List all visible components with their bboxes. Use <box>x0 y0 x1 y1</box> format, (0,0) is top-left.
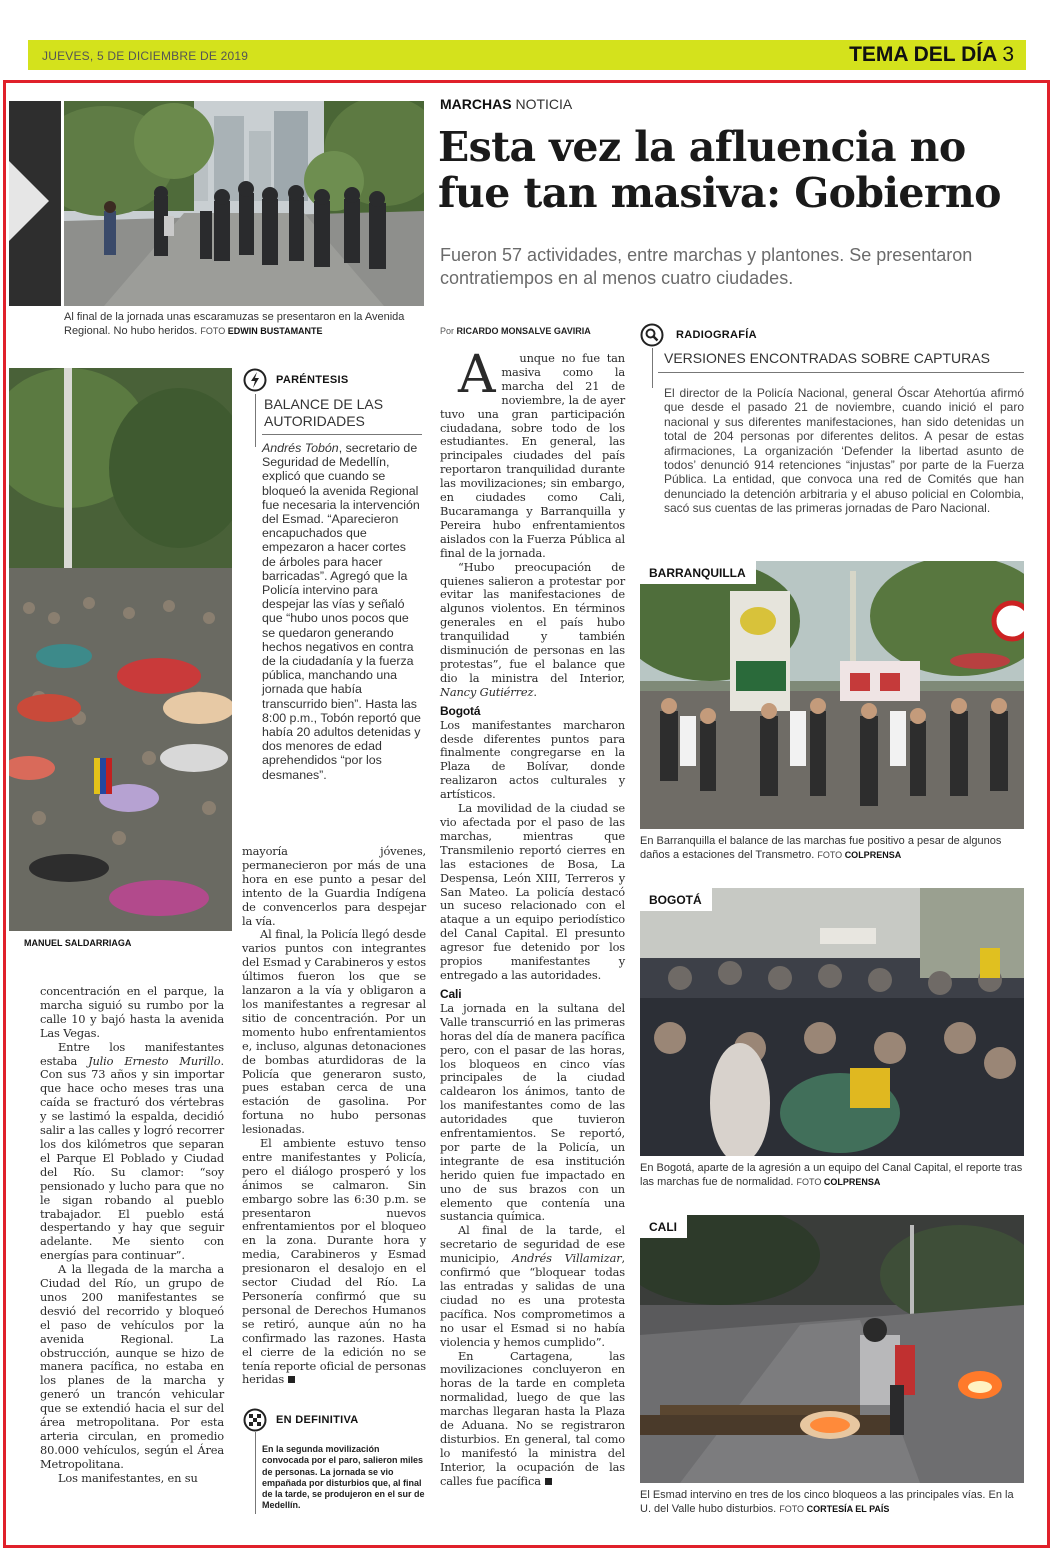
barranquilla-tag: BARRANQUILLA <box>640 561 756 584</box>
radiografia-text: El director de la Policía Nacional, general Óscar Atehortúa afirmó que desde el pasado 21 de noviembre, cuando inició el paro nacional y sus diferentes manifestaciones, han sido detenidas un total de 204 personas por diferentes delitos. A pesar de estas afirmaciones, La organización ‘Defender la libertad asunto de todos’ denunció 914 retenciones “injustas” por parte de la Fuerza Pública. La entidad, que convoca una red de Comités que han denunciado la detención arbitraria y el abuso policial en Colombia, sacó sus cuentas de las primeras jornadas de Paro Nacional. <box>664 386 1024 516</box>
crowd-umbrellas-photo <box>9 368 232 931</box>
body-paragraph: La movilidad de la ciudad se vio afectada por el paso de las marchas, mientras que Transmilenio reportó cierres en las estaciones de Bosa, La Despensa, León XIII, Terreros y San Mateo. La policía destacó un suceso relacionado con el ataque a un equipo periodístico del Canal Capital. El presunto agresor fue detenido por los propios manifestantes y entregado a las autoridades. <box>440 801 625 982</box>
definitiva-text: En la segunda movilización convocada por el paro, salieron miles de personas. La jornada se vio empañada por disturbios que, al final de la tarde, se produjeron en el sur de Medellín. <box>262 1444 425 1511</box>
article-column-1 <box>40 985 224 1486</box>
end-mark <box>288 1376 295 1383</box>
section-title <box>849 43 1014 67</box>
body-paragraph: El ambiente estuvo tenso entre manifestantes y Policía, pero el diálogo prosperó y los ánimos se calmaron. Sin embargo sobre las 6:30 p.m. se presentaron nuevos enfrentamientos por el bloqueo en la zona. Durante hora y media, Carabineros y Esmad presionaron el desalojo en el sector Ciudad del Río. La Personería confirmó que su personal de Derechos Humanos se retiró, aunque aún no ha confirmado las razones. Hasta el cierre de la edición no se tenía reporte oficial de personas heridas <box>242 1136 426 1387</box>
body-paragraph: Los manifestantes, en su <box>58 1470 198 1485</box>
cali-photo <box>640 1215 1024 1483</box>
parentesis-rule <box>255 394 256 447</box>
definitiva-rule <box>255 1432 256 1514</box>
radiografia-rule <box>652 348 653 388</box>
end-mark <box>545 1478 552 1485</box>
parentesis-title: PARÉNTESIS <box>276 374 349 386</box>
body-paragraph: La jornada en la sultana del Valle transcurrió en las primeras horas del día de manera pacífica pero, con el pasar de las horas, los bloqueos en cinco vías principales de la ciudad caldearon los ánimos, tanto de los manifestantes como de las autoridades que tuvieron enfrentamientos. Se reportó, por parte de la Policía, un integrante de esa institución herido quien fue impactado en uno de sus brazos con un elemento que contenía una sustancia química. <box>440 1000 625 1224</box>
drop-cap: A <box>458 345 496 405</box>
kicker-type: NOTICIA <box>515 96 573 112</box>
cali-caption-text: El Esmad intervino en tres de los cinco bloqueos a las principales vías. En la U. del Valle hubo disturbios. <box>640 1489 1014 1515</box>
top-photo-caption <box>64 310 424 338</box>
cali-caption <box>640 1488 1024 1516</box>
police-avenue-photo <box>64 101 424 306</box>
section-subhead: Bogotá <box>440 703 481 718</box>
body-paragraph: A unque no fue tan masiva como la marcha del 21 de noviembre, la de ayer tuvo una gran participación ciudadana, sobre todo de los estudiantes. En general, las principales ciudades del país reportaron tranquilidad durante las movilizaciones; sin embargo, en ciudades como Cali, Bucaramanga y Barranquilla y Pereira hubo enfrentamientos aislados con la Fuerza Pública al final de la jornada. <box>440 345 625 560</box>
body-paragraph: En Cartagena, las movilizaciones concluyeron en horas de la tarde en completa normalidad, luego de que las marchas llegaran hasta la Plaza de Aduana. No se registraron disturbios. En general, tal como lo manifestó la ministra del Interior, la ocupación de las calles fue pacífica <box>440 1348 625 1488</box>
bogota-tag: BOGOTÁ <box>640 888 712 911</box>
credit-label: FOTO <box>817 850 843 860</box>
credit-label: FOTO <box>779 1504 805 1514</box>
parentesis-lead-name: Andrés Tobón <box>262 441 339 455</box>
article-deck: Fueron 57 actividades, entre marchas y plantones. Se presentaron contratiempos en al menos cuatro ciudades. <box>440 245 973 288</box>
byline-prefix: Por <box>440 326 455 336</box>
checkered-icon <box>243 1408 267 1432</box>
parentesis-divider <box>262 434 422 435</box>
magnifier-icon <box>640 323 664 347</box>
credit-name: COLPRENSA <box>844 850 902 860</box>
header-bar <box>28 40 1026 70</box>
quoted-name: Nancy Gutiérrez <box>440 684 534 699</box>
credit-name: COLPRENSA <box>823 1177 881 1187</box>
radiografia-divider <box>658 372 1024 373</box>
parentesis-subtitle: BALANCE DE LAS AUTORIDADES <box>264 396 384 429</box>
section-subhead: Cali <box>440 986 462 1001</box>
top-photo-credit <box>200 326 322 336</box>
kicker-topic: MARCHAS <box>440 96 512 112</box>
partial-photo-left-edge <box>9 101 61 306</box>
body-paragraph: mayoría jóvenes, permanecieron por más de una hora en ese punto a pesar del intento de la Guardia Indígena de convencerlos para despejar la vía. <box>242 844 426 928</box>
radiografia-title: RADIOGRAFÍA <box>676 329 757 341</box>
section-label: TEMA DEL DÍA <box>849 43 997 66</box>
credit-label: FOTO <box>200 326 226 336</box>
lightning-icon <box>243 368 267 392</box>
body-paragraph: Los manifestantes marcharon desde diferentes puntos para finalmente congregarse en la Plaza de Bolívar, donde realizaron actos culturales y artísticos. <box>440 717 625 802</box>
cali-credit <box>779 1504 889 1514</box>
article-column-2 <box>242 845 426 1387</box>
article-headline: Esta vez la afluencia no fue tan masiva: Gobierno <box>438 123 1001 217</box>
credit-label: FOTO <box>796 1177 822 1187</box>
crowd-photo-credit: MANUEL SALDARRIAGA <box>24 938 132 948</box>
col2-content <box>242 845 426 1387</box>
definitiva-title: EN DEFINITIVA <box>276 1414 359 1426</box>
barranquilla-photo <box>640 561 1024 829</box>
quoted-name: Julio Ernesto Murillo <box>88 1053 221 1068</box>
article-byline <box>440 326 591 336</box>
cali-tag: CALI <box>640 1215 687 1238</box>
body-paragraph: Al final, la Policía llegó desde varios puntos con integrantes del Esmad y Carabineros y estos últimos fueron los que se lanzaron a la vía y obligaron a los manifestantes a regresar al sitio de concentración. Por un momento hubo enfrentamientos e, incluso, algunas detonaciones de bombas aturdidoras de la Policía que generaron susto, pues estaban cerca de una estación de gasolina. Por fortuna no hubo personas lesionadas. <box>242 927 426 1137</box>
byline-author: RICARDO MONSALVE GAVIRIA <box>456 326 591 336</box>
page-number: 3 <box>1002 43 1014 66</box>
body-paragraph: Al final de la tarde, el secretario de seguridad de ese municipio, Andrés Villamizar, confirmó que “bloquear todas las entradas y salidas de una ciudad no es una protesta pacífica. Nos comprometimos a no usar el Esmad si no había violencia y hemos cumplido”. <box>440 1223 625 1349</box>
body-paragraph: A la llegada de la marcha a Ciudad del Río, un grupo de unos 200 manifestantes se desvió del recorrido y bloqueó el paso de vehículos por la avenida Regional. La obstrucción, aunque se hizo de manera pacífica, no estaba en los planes de la marcha y generó un trancón vehicular que se extendió hacia el sur del área metropolitana. Por esta arteria circulan, en promedio 80.000 vehículos, según el Área Metropolitana. <box>40 1262 224 1471</box>
barranquilla-caption-text: En Barranquilla el balance de las marchas fue positivo a pesar de algunos daños a estaciones del Transmetro. <box>640 835 1002 861</box>
radiografia-subtitle: VERSIONES ENCONTRADAS SOBRE CAPTURAS <box>664 350 990 366</box>
barranquilla-credit <box>817 850 901 860</box>
article-kicker <box>440 96 572 112</box>
top-photo-caption-text: Al final de la jornada unas escaramuzas se presentaron en la Avenida Regional. No hubo heridos. <box>64 311 405 337</box>
bogota-caption-text: En Bogotá, aparte de la agresión a un equipo del Canal Capital, el reporte tras las marchas fue de normalidad. <box>640 1162 1023 1188</box>
bogota-caption <box>640 1161 1024 1189</box>
bogota-photo <box>640 888 1024 1156</box>
body-paragraph: “Hubo preocupación de quienes salieron a protestar por evitar las manifestaciones de algunos violentos. En términos generales en el país hubo tranquilidad y también disminución de personas en las protestas”, fue el balance que dio la ministra del Interior, Nancy Gutiérrez. <box>440 559 625 699</box>
article-column-3 <box>440 345 625 1489</box>
col1-content <box>40 985 224 1486</box>
parentesis-text <box>262 441 422 782</box>
edition-date: JUEVES, 5 DE DICIEMBRE DE 2019 <box>42 49 249 63</box>
body-paragraph: concentración en el parque, la marcha siguió su rumbo por la calle 10 y bajó hasta la avenida Las Vegas. <box>40 984 224 1040</box>
barranquilla-caption <box>640 834 1024 862</box>
col3-content <box>440 345 625 1489</box>
quoted-name: Andrés Villamizar <box>511 1251 622 1266</box>
body-paragraph: Entre los manifestantes estaba Julio Ernesto Murillo. Con sus 73 años y sin importar que hace ocho meses tras una caída se fracturó dos vértebras y se lastimó la espalda, decidió salir a las calles y logró recorrer los dos kilómetros que separan el Parque El Poblado y Ciudad del Río. Su clamor: “soy pensionado y lucho para que no le sigan robando al pueblo trabajador. El pueblo está despertando y hay que seguir adelante. Me siento con energías para continuar”. <box>40 1039 224 1263</box>
bogota-credit <box>797 1177 881 1187</box>
credit-name: CORTESÍA EL PAÍS <box>806 1504 890 1514</box>
parentesis-body: , secretario de Seguridad de Medellín, explicó que cuando se bloqueó la avenida Regional fue necesaria la intervención del Esmad. “Aparecieron encapuchados que empezaron a hacer cortes de árboles para hacer barricadas”. Agregó que la Policía intervino para despejar las vías y señaló que “hubo unos pocos que se quedaron generando hechos negativos en contra de la ciudadanía y la fuerza pública, manchando una jornada que había transcurrido bien”. Hasta las 8:00 p.m., Tobón reportó que había 20 adultos detenidas y dos menores de edad aprehendidos “por los desmanes”. <box>262 441 421 782</box>
credit-name: EDWIN BUSTAMANTE <box>227 326 323 336</box>
